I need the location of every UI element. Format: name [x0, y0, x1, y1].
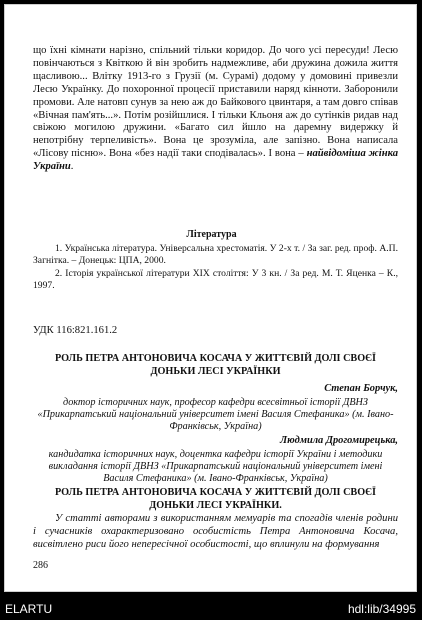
body-end-punct: . — [70, 161, 74, 173]
page-number: 286 — [33, 560, 48, 571]
footer-bar — [0, 600, 422, 620]
author-name: Степан Борчук, — [324, 383, 398, 394]
body-paragraph — [33, 45, 398, 174]
document-page — [4, 4, 417, 592]
abstract-title: РОЛЬ ПЕТРА АНТОНОВИЧА КОСАЧА У ЖИТТЄВІЙ ДОЛІ СВОЄЇ ДОНЬКИ ЛЕСІ УКРАЇНКИ. — [54, 487, 377, 511]
article-title: РОЛЬ ПЕТРА АНТОНОВИЧА КОСАЧА У ЖИТТЄВІЙ ДОЛІ СВОЄЇ ДОНЬКИ ЛЕСІ УКРАЇНКИ — [54, 353, 377, 377]
body-text: що їхні кімнати нарізно, спільний тільки коридор. До чого усі пересуди! Лесю повінчаються з Квіткою й він зробить надмежливе, аби дружина дожила життя щасливою... Влітку 1913-го з Грузії (м. Сурамі) додому у домовині привезли Лесю Українку. До похоронної процесії приставили наряд кінноти. Заборонили промови. Але натовп сунув за нею аж до Байкового цвинтаря, а там довго співав «Вічная пам'ять...». Потім розійшлися. І тільки Кльоня аж до сутінків ридав над свіжою могилою дружини. «Багато сил йшло на даремну видержку й непотрібну терпеливість». Вона це зрозуміла, але запізно. Вона написала «Лісову пісню». Вона «без надії таки сподівалась». І вона – — [33, 45, 398, 160]
author-name: Людмила Дрогомирецька, — [279, 435, 398, 446]
repository-label: ELARTU — [5, 602, 53, 616]
abstract-text: У статті авторами з використанням мемуарів та спогадів членів родини і сучасників охарактеризовано особистість Петра Антоновича Косача, висвітлено риси його непересічної особистості, що вплинули на формування — [33, 513, 398, 550]
literature-item: 2. Історія української літератури XIX століття: У 3 кн. / За ред. М. Т. Яценка – К., 1997. — [33, 268, 398, 291]
author-affiliation: доктор історичних наук, професор кафедри всесвітньої історії ДВНЗ «Прикарпатський національний університет імені Василя Стефаника» (м. Івано-Франківськ, Україна) — [37, 397, 394, 433]
handle-id: hdl:lib/34995 — [347, 602, 416, 616]
literature-heading: Література — [186, 229, 237, 240]
literature-item: 1. Українська література. Універсальна хрестоматія. У 2-х т. / За заг. ред. проф. А.П. Загнітка. – Донецьк: ЦПА, 2000. — [33, 243, 398, 266]
author-affiliation: кандидатка історичних наук, доцентка кафедри історії України і методики викладання історії ДВНЗ «Прикарпатський національний університет імені Василя Стефаника» (м. Івано-Франківськ, Україна) — [48, 449, 383, 485]
udk-code: УДК 116:821.161.2 — [33, 325, 118, 336]
emphasis-text: найвідоміша жінка України — [33, 148, 398, 173]
